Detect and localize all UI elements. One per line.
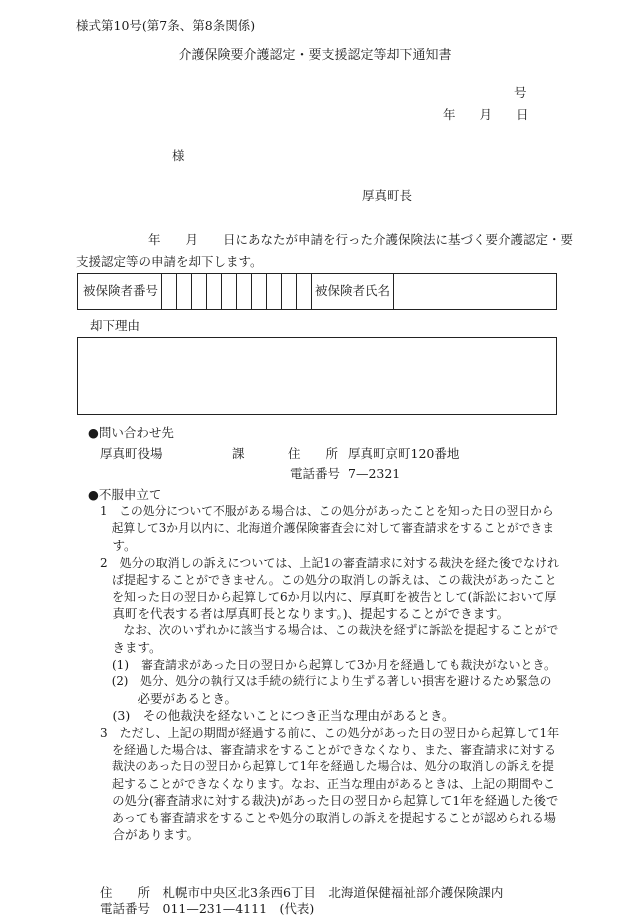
objection-footer-address: 住 所 札幌市中央区北3条西6丁目 北海道保健福祉部介護保険課内 <box>100 885 504 900</box>
objection-footer-phone: 電話番号 011—231—4111 (代表) <box>100 901 315 916</box>
contact-heading: ●問い合わせ先 <box>88 425 174 440</box>
contact-section: 課 <box>232 446 245 461</box>
objection-line: 起算して3か月以内に、北海道介護保険審査会に対して審査請求をすることができま <box>100 521 554 535</box>
objection-line: ば提起することができません。この処分の取消しの訴えは、この裁決があったこと <box>100 573 557 587</box>
insured-number-digit-box[interactable] <box>252 274 267 310</box>
date-year: 年 <box>443 107 456 122</box>
insured-number-digit-box[interactable] <box>237 274 252 310</box>
insured-name-field[interactable] <box>394 274 557 310</box>
recipient-suffix: 様 <box>172 148 185 163</box>
objection-line: の処分(審査請求に対する裁決)があった日の翌日から起算して1年を経過した後で <box>100 794 559 808</box>
objection-line: 3 ただし、上記の期間が経過する前に、この処分があった日の翌日から起算して1年 <box>100 726 560 740</box>
date-day: 日 <box>516 107 529 122</box>
rejection-reason-label: 却下理由 <box>90 318 141 333</box>
insured-number-digit-box[interactable] <box>282 274 297 310</box>
insured-number-label: 被保険者番号 <box>78 274 162 310</box>
notice-body <box>76 229 574 273</box>
contact-phone-line <box>290 466 401 481</box>
objection-line: 必要があるとき。 <box>100 691 238 706</box>
insured-number-digit-box[interactable] <box>192 274 207 310</box>
contact-office-line <box>100 448 560 461</box>
objection-line: あっても審査請求をすることや処分の取消しの訴えを提起することが認められる場 <box>100 811 556 825</box>
objection-line: 2 処分の取消しの訴えについては、上記1の審査請求に対する裁決を経た後でなけれ <box>100 556 560 570</box>
insured-number-digit-box[interactable] <box>162 274 177 310</box>
insured-number-digit-box[interactable] <box>267 274 282 310</box>
objection-heading: ●不服申立て <box>88 487 162 502</box>
contact-address-label: 住 所 <box>288 446 339 461</box>
insured-name-label: 被保険者氏名 <box>312 274 394 310</box>
objection-line: (2) 処分、処分の執行又は手続の続行により生ずる著しい損害を避けるため緊急の <box>100 674 552 688</box>
document-title: 介護保険要介護認定・要支援認定等却下通知書 <box>178 48 452 63</box>
rejection-reason-box[interactable] <box>77 337 557 415</box>
notice-body-line: 年 月 日にあなたが申請を行った介護保険法に基づく要介護認定・要 <box>148 232 574 247</box>
issuer-name: 厚真町長 <box>362 188 413 203</box>
date-month: 月 <box>479 107 493 122</box>
insured-number-digit-box[interactable] <box>177 274 192 310</box>
objection-line: きます。 <box>100 640 162 655</box>
insured-number-digit-box[interactable] <box>222 274 237 310</box>
form-number: 様式第10号(第7条、第8条関係) <box>76 18 256 33</box>
objection-line: 起することができなくなります。なお、正当な理由があるときは、上記の期間やこ <box>100 777 556 791</box>
objection-line: す。 <box>100 538 137 553</box>
objection-line: なお、次のいずれかに該当する場合は、この裁決を経ずに訴訟を提起することがで <box>100 623 559 637</box>
contact-phone: 7—2321 <box>348 466 401 481</box>
objection-line: を知った日の翌日から起算して6か月以内に、厚真町を被告として(訴訟において厚 <box>100 590 557 604</box>
contact-address: 厚真町京町120番地 <box>348 446 460 461</box>
objection-line: を経過した場合は、審査請求をすることができなくなり、また、審査請求に対する <box>100 743 557 757</box>
objection-line: 1 この処分について不服がある場合は、この処分があったことを知った日の翌日から <box>100 504 554 518</box>
contact-phone-label: 電話番号 <box>290 466 341 481</box>
objection-line: (3) その他裁決を経ないことにつき正当な理由があるとき。 <box>100 708 455 723</box>
document-number-label: 号 <box>514 85 527 100</box>
insured-person-table <box>77 273 557 310</box>
insured-number-digit-box[interactable] <box>207 274 222 310</box>
objection-line: 合があります。 <box>100 827 200 842</box>
notice-body-line: 支援認定等の申請を却下します。 <box>76 254 263 269</box>
objection-line: 裁決のあった日の翌日から起算して1年を経過した場合は、処分の取消しの訴えを提 <box>100 759 554 773</box>
contact-office: 厚真町役場 <box>100 446 163 461</box>
objection-line: 真町を代表する者は厚真町長となります。)、提起することができます。 <box>100 606 510 621</box>
insured-number-digit-box[interactable] <box>297 274 312 310</box>
issue-date <box>443 109 529 122</box>
objection-line: (1) 審査請求があった日の翌日から起算して3か月を経過しても裁決がないとき。 <box>100 658 557 672</box>
